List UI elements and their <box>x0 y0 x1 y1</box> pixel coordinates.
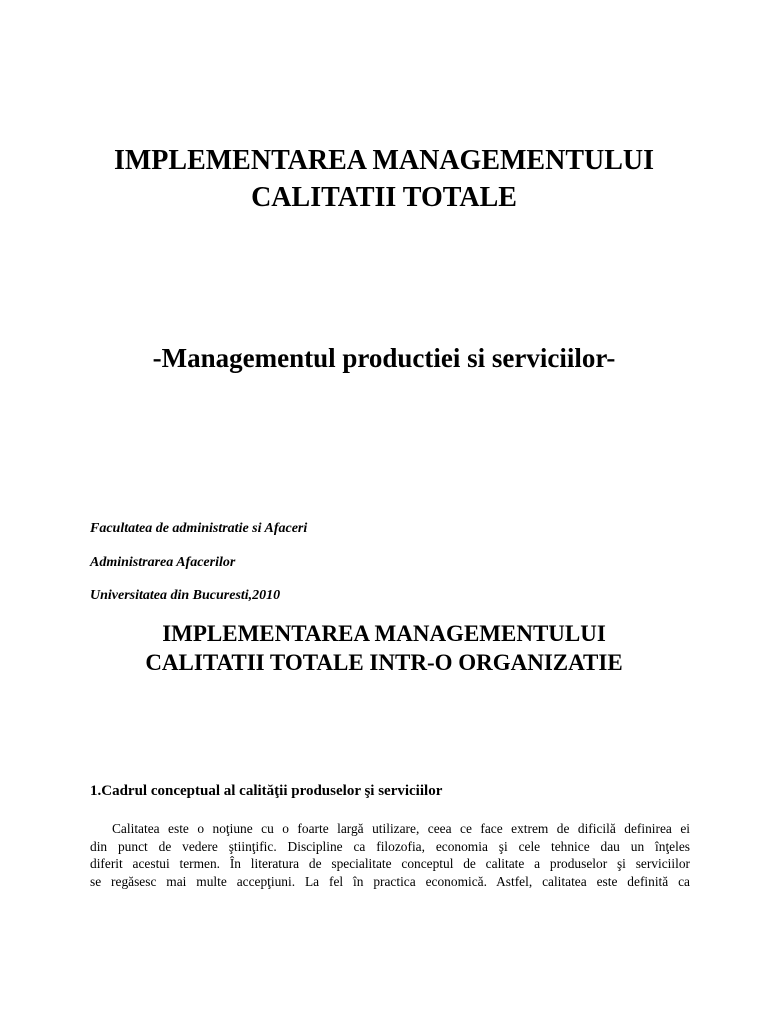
document-subtitle: -Managementul productiei si serviciilor- <box>152 343 616 373</box>
second-title-line-1: IMPLEMENTAREA MANAGEMENTULUI <box>162 621 606 646</box>
document-title <box>0 142 768 216</box>
document-title-line-1: IMPLEMENTAREA MANAGEMENTULUI <box>113 145 655 176</box>
body-paragraph <box>90 820 690 890</box>
section-heading: 1.Cadrul conceptual al calităţii produselor şi serviciilor <box>90 783 443 799</box>
faculty-name: Facultatea de administratie si Afaceri <box>90 521 308 536</box>
paragraph-line-2: din punct de vedere ştiinţific. Discipline ca filozofia, economia şi cele tehnice dau un înţeles <box>90 838 690 854</box>
university-name: Universitatea din Bucuresti,2010 <box>90 588 281 603</box>
second-title <box>0 619 768 677</box>
program-name: Administrarea Afacerilor <box>90 555 236 570</box>
second-title-line-2: CALITATII TOTALE INTR-O ORGANIZATIE <box>145 650 623 675</box>
paragraph-line-4: se regăsesc mai multe accepţiuni. La fel în practica economică. Astfel, calitatea este definită ca <box>90 873 690 889</box>
paragraph-line-3: diferit acestui termen. În literatura de specialitate conceptul de calitate a produselor şi serviciilor <box>90 856 690 871</box>
paragraph-line-1: Calitatea este o noţiune cu o foarte largă utilizare, ceea ce face extrem de dificilă definirea ei <box>112 821 690 836</box>
document-title-line-2: CALITATII TOTALE <box>251 182 517 213</box>
